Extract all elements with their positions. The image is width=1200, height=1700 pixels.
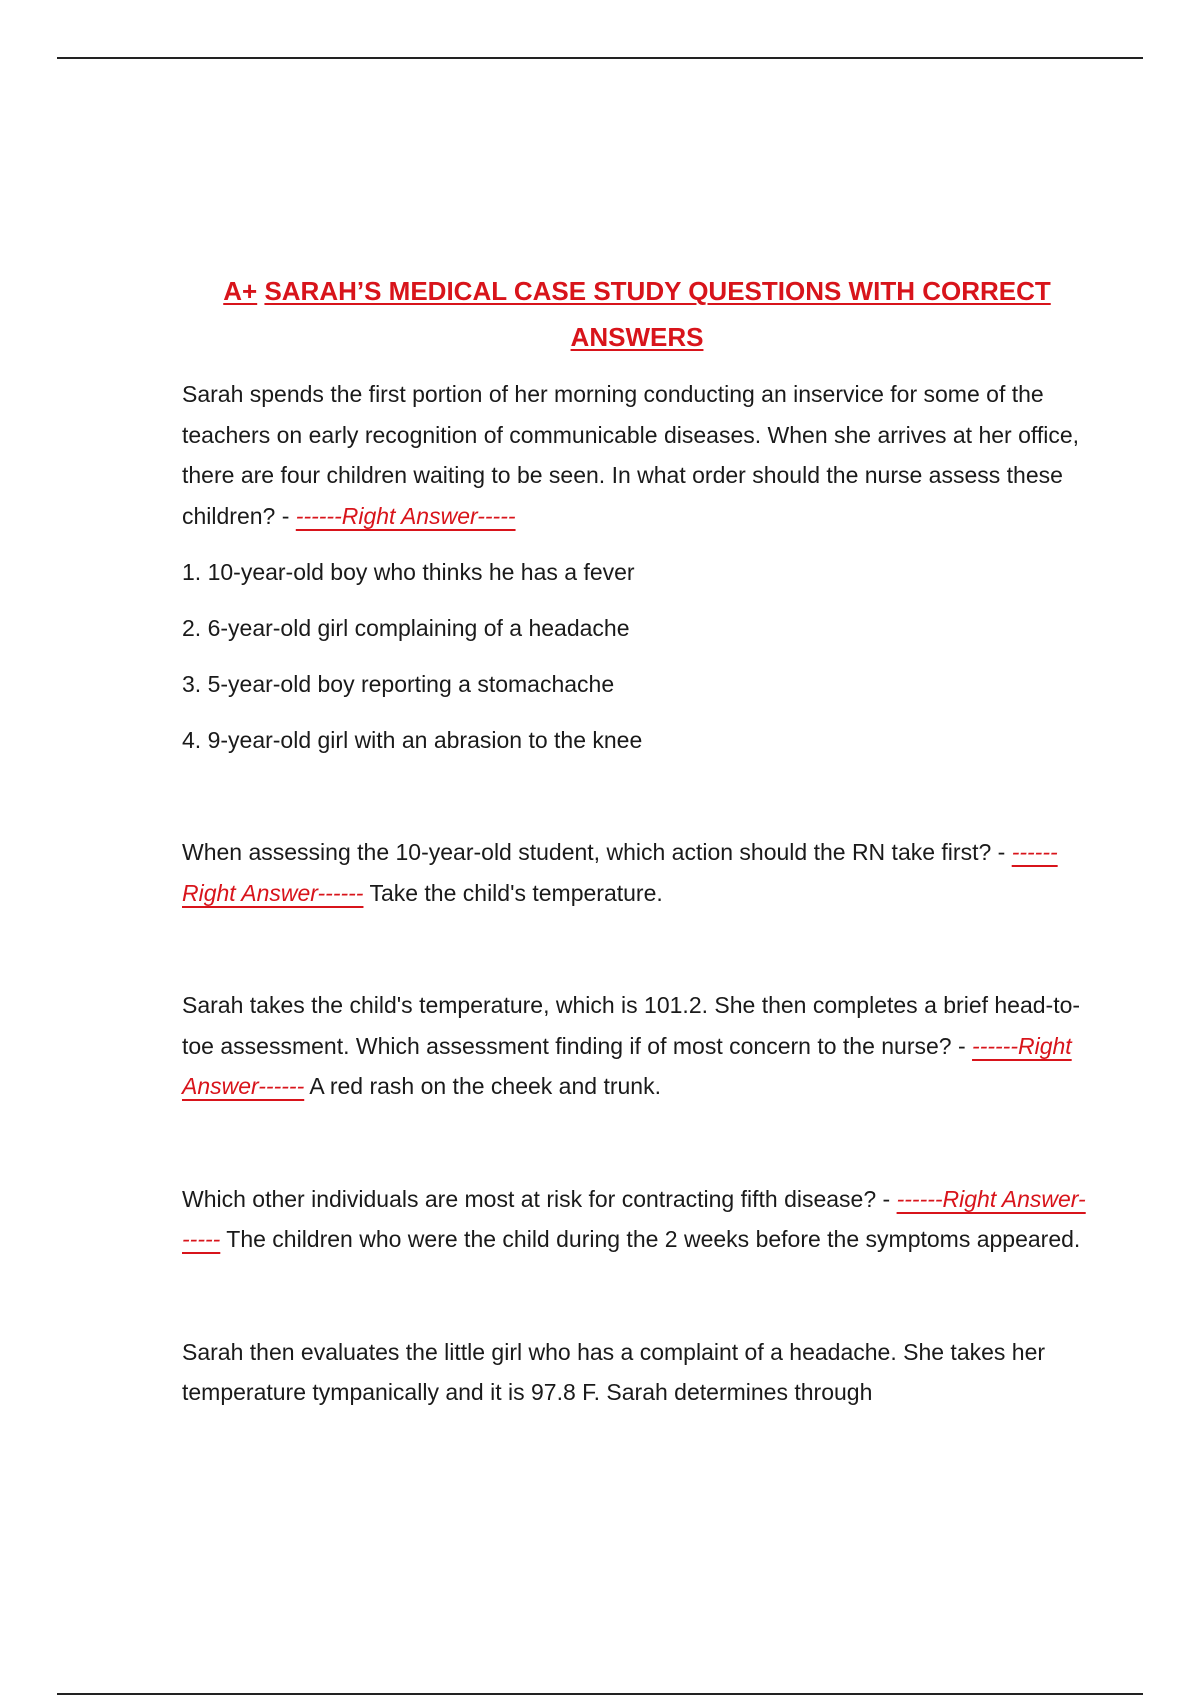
right-answer-marker: ------Right Answer----- [295,502,516,529]
question-4-text: Which other individuals are most at risk for contracting fifth disease? - [182,1185,897,1212]
question-2-answer: Take the child's temperature. [363,879,663,906]
top-rule [57,57,1143,59]
question-4 [182,1179,1092,1260]
list-item: 1. 10-year-old boy who thinks he has a fever [182,559,635,585]
question-4-answer: The children who were the child during the 2 weeks before the symptoms appeared. [220,1226,1081,1252]
question-1-text: Sarah spends the first portion of her morning conducting an inservice for some of the teachers on early recognition of communicable diseases. When she arrives at her office, there are four children waiting to be seen. In what order should the nurse assess these children? - [182,381,1080,529]
title-line2: ANSWERS [570,322,704,352]
right-answer-marker: ------Right Answer------ [182,1185,1086,1252]
question-1 [182,374,1092,536]
document-title [182,268,1092,360]
document-body [182,268,1092,1413]
question-2-text: When assessing the 10-year-old student, which action should the RN take first? - [182,839,1012,865]
title-prefix: A+ [223,276,258,306]
list-item: 4. 9-year-old girl with an abrasion to the knee [182,727,643,753]
question-3 [182,985,1092,1107]
right-answer-marker: ------Right Answer------ [182,839,1058,906]
question-5-text: Sarah then evaluates the little girl who has a complaint of a headache. She takes her temperature tympanically and it is 97.8 F. Sarah determines through [182,1338,1046,1405]
right-answer-marker: ------Right Answer------ [182,1032,1072,1099]
list-item: 2. 6-year-old girl complaining of a headache [182,615,630,641]
question-5 [182,1332,1092,1413]
question-3-answer: A red rash on the cheek and trunk. [304,1073,661,1099]
question-3-text: Sarah takes the child's temperature, which is 101.2. She then completes a brief head-to-toe assessment. Which assessment finding if of most concern to the nurse? - [182,992,1081,1059]
list-item: 3. 5-year-old boy reporting a stomachache [182,671,615,697]
question-2 [182,832,1092,913]
bottom-rule [57,1693,1143,1695]
title-line1: SARAH’S MEDICAL CASE STUDY QUESTIONS WITH CORRECT [264,276,1051,306]
